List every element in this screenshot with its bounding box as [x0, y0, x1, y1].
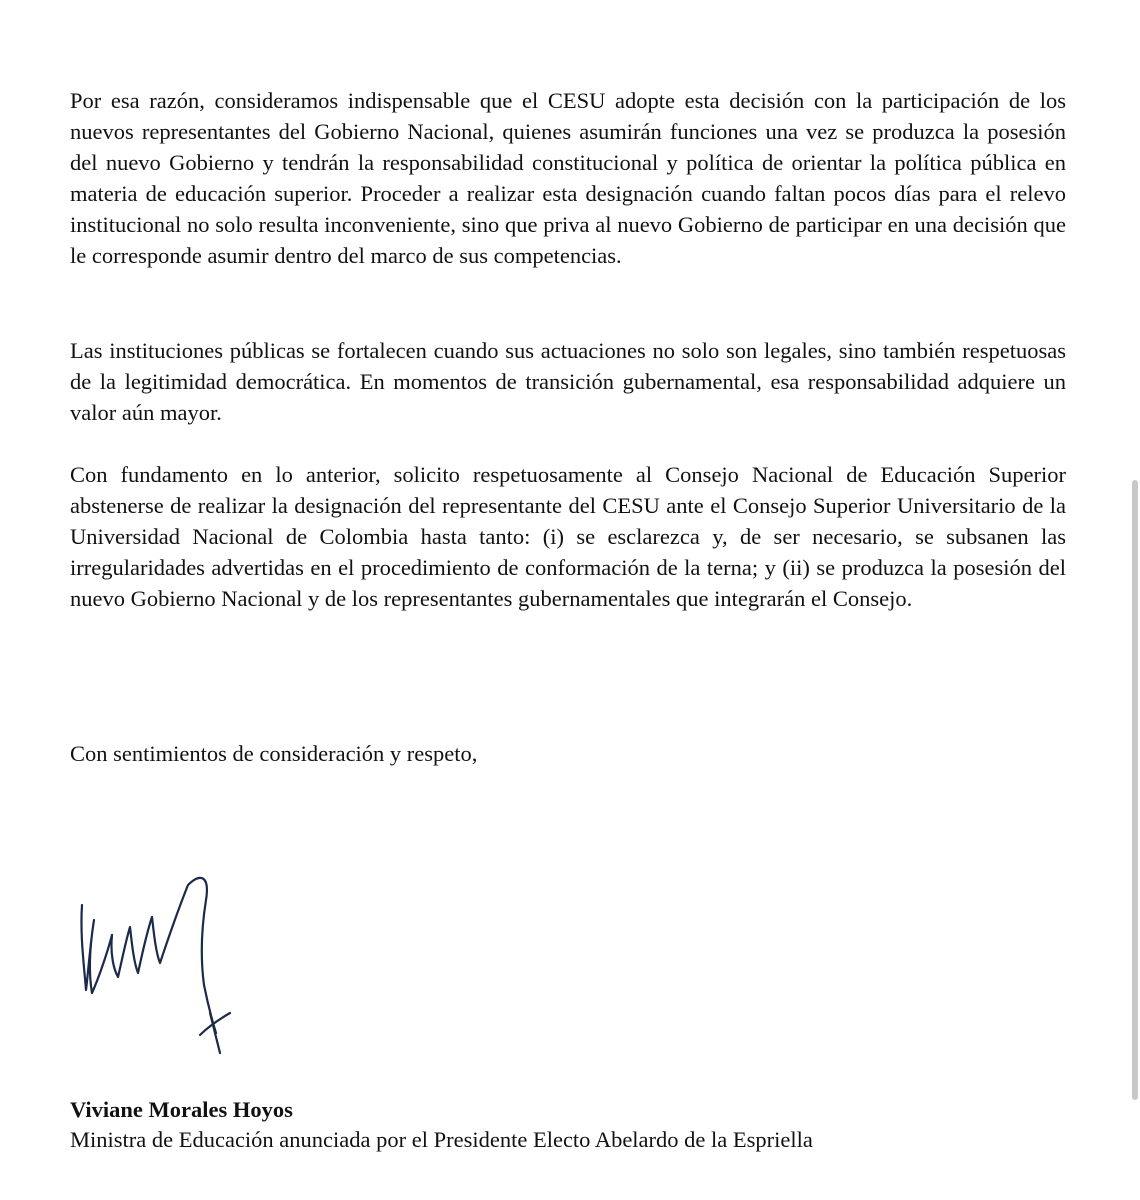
signer-name: Viviane Morales Hoyos	[70, 1097, 293, 1122]
handwritten-signature	[70, 865, 250, 1060]
signer-title: Ministra de Educación anunciada por el Presidente Electo Abelardo de la Espriella	[70, 1127, 813, 1152]
paragraph-3: Con fundamento en lo anterior, solicito respetuosamente al Consejo Nacional de Educación Superior abstenerse de realizar la designación del representante del CESU ante el Consejo Superior Universitario de la Universidad Nacional de Colombia hasta tanto: (i) se esclarezca y, de ser necesario, se subsanen las irregularidades advertidas en el procedimiento de conformación de la terna; y (ii) se produzca la posesión del nuevo Gobierno Nacional y de los representantes gubernamentales que integrarán el Consejo.	[70, 462, 1066, 611]
scrollbar[interactable]	[1132, 480, 1138, 1100]
paragraph-1: Por esa razón, consideramos indispensable que el CESU adopte esta decisión con la participación de los nuevos representantes del Gobierno Nacional, quienes asumirán funciones una vez se produzca la posesión del nuevo Gobierno y tendrán la responsabilidad constitucional y política de orientar la política pública en materia de educación superior. Proceder a realizar esta designación cuando faltan pocos días para el relevo institucional no solo resulta inconveniente, sino que priva al nuevo Gobierno de participar en una decisión que le corresponde asumir dentro del marco de sus competencias.	[70, 88, 1066, 268]
closing-salutation: Con sentimientos de consideración y respeto,	[70, 741, 478, 766]
paragraph-2: Las instituciones públicas se fortalecen cuando sus actuaciones no solo son legales, sino también respetuosas de la legitimidad democrática. En momentos de transición gubernamental, esa responsabilidad adquiere un valor aún mayor.	[70, 338, 1066, 425]
